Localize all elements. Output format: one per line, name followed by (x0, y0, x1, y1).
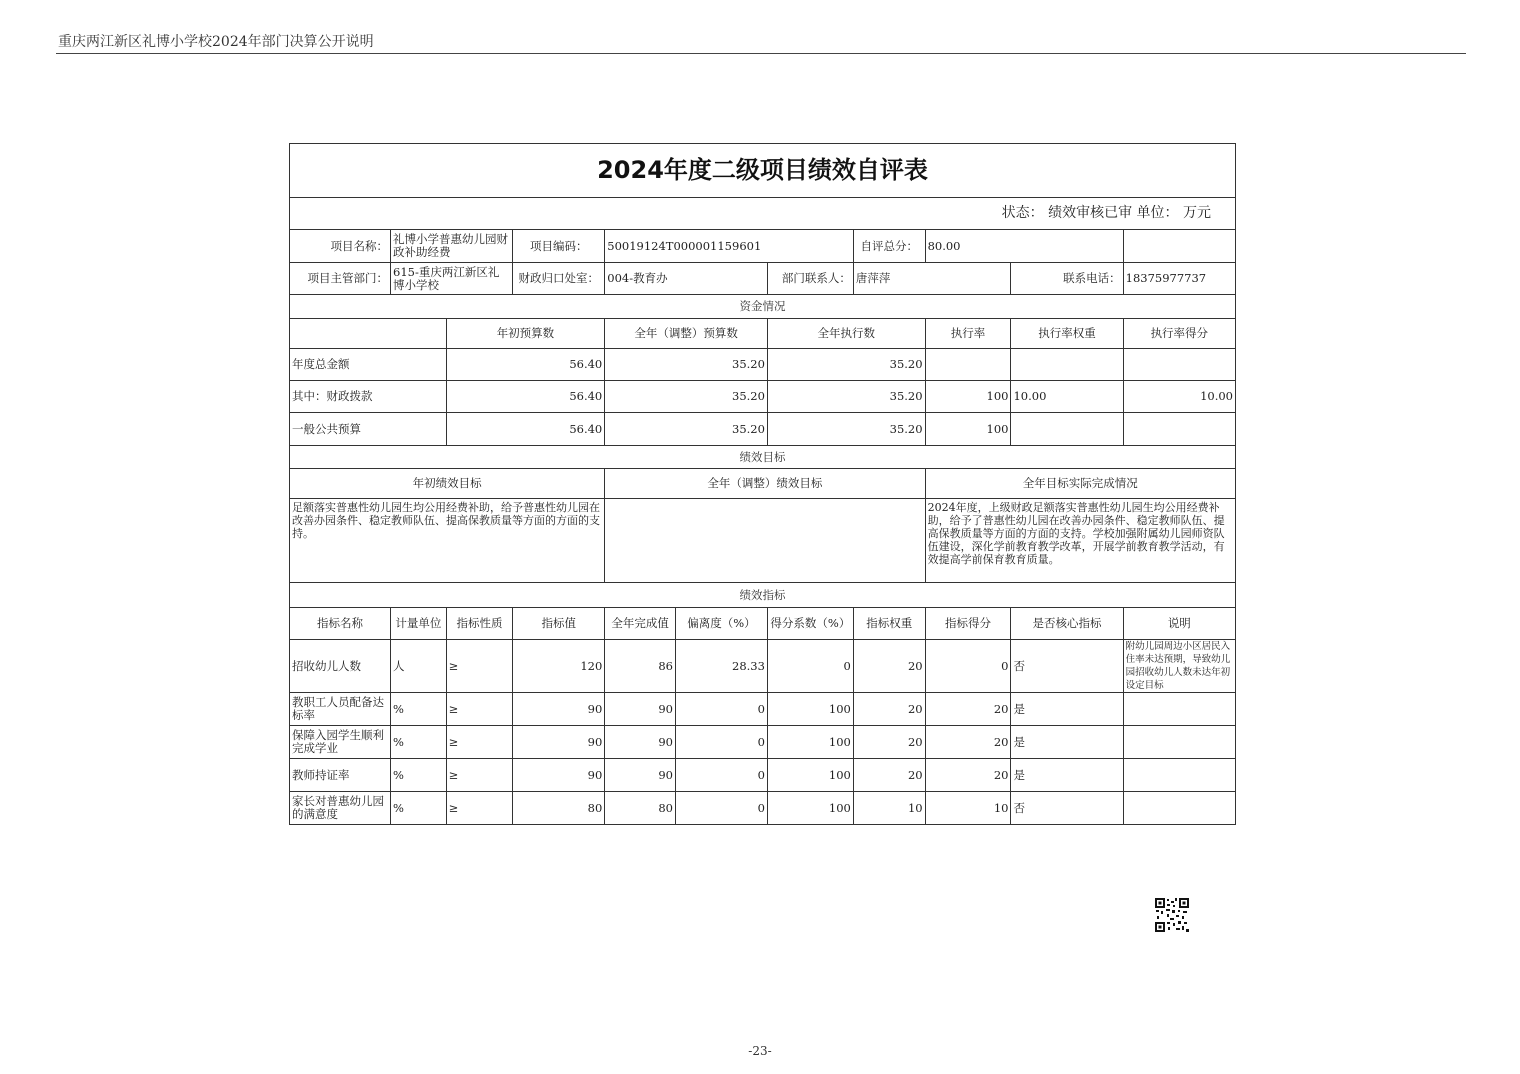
page-header: 重庆两江新区礼博小学校2024年部门决算公开说明 (58, 34, 374, 50)
phone-label: 联系电话： (1011, 263, 1123, 295)
indicator-unit: % (391, 759, 447, 792)
funds-row-label: 其中：财政拨款 (290, 381, 447, 413)
ind-header-actual: 全年完成值 (605, 608, 676, 640)
goals-header-actual: 全年目标实际完成情况 (925, 469, 1235, 499)
funds-header-initial: 年初预算数 (446, 319, 605, 349)
project-name: 礼博小学普惠幼儿园财政补助经费 (391, 230, 513, 263)
funds-row (290, 413, 1236, 446)
indicator-row (290, 759, 1236, 792)
goal-adjusted-text (605, 499, 925, 583)
contact-label: 部门联系人： (767, 263, 853, 295)
indicator-actual: 90 (605, 726, 676, 759)
indicator-coef: 100 (767, 792, 853, 825)
funds-weight (1011, 413, 1123, 446)
funds-row (290, 349, 1236, 381)
funds-rate: 100 (925, 413, 1011, 446)
indicator-coef: 100 (767, 693, 853, 726)
empty-cell (1123, 230, 1235, 263)
funds-score (1123, 349, 1235, 381)
ind-header-target: 指标值 (513, 608, 605, 640)
funds-header-score: 执行率得分 (1123, 319, 1235, 349)
indicator-nature: ≥ (446, 792, 513, 825)
funds-rate: 100 (925, 381, 1011, 413)
funds-initial: 56.40 (446, 381, 605, 413)
funds-initial: 56.40 (446, 349, 605, 381)
indicator-target: 120 (513, 640, 605, 693)
indicator-deviation: 0 (676, 693, 768, 726)
indicator-weight: 10 (853, 792, 925, 825)
indicator-row (290, 726, 1236, 759)
funds-weight: 10.00 (1011, 381, 1123, 413)
indicator-note (1123, 759, 1235, 792)
indicator-coef: 100 (767, 726, 853, 759)
ind-header-score: 指标得分 (925, 608, 1011, 640)
funds-executed: 35.20 (767, 349, 925, 381)
ind-header-unit: 计量单位 (391, 608, 447, 640)
self-score: 80.00 (925, 230, 1123, 263)
ind-header-note: 说明 (1123, 608, 1235, 640)
indicator-core: 否 (1011, 792, 1123, 825)
funds-row-label: 一般公共预算 (290, 413, 447, 446)
goal-actual-text: 2024年度，上级财政足额落实普惠性幼儿园生均公用经费补助，给予了普惠性幼儿园在改善办园条件、稳定教师队伍、提高保教质量等方面的方面的支持。学校加强附属幼儿园师资队伍建设，深化学前教育教学改革，开展学前教育教学活动，有效提高学前保育教育质量。 (925, 499, 1235, 583)
funds-adjusted: 35.20 (605, 381, 768, 413)
funds-header-blank (290, 319, 447, 349)
dept: 615-重庆两江新区礼博小学校 (391, 263, 513, 295)
indicator-core: 是 (1011, 759, 1123, 792)
project-code-label: 项目编码： (513, 230, 605, 263)
indicator-actual: 80 (605, 792, 676, 825)
indicator-weight: 20 (853, 726, 925, 759)
indicator-target: 90 (513, 759, 605, 792)
funds-rate (925, 349, 1011, 381)
funds-section-title: 资金情况 (290, 295, 1236, 319)
ind-header-core: 是否核心指标 (1011, 608, 1123, 640)
indicator-core: 否 (1011, 640, 1123, 693)
funds-header-executed: 全年执行数 (767, 319, 925, 349)
indicator-deviation: 0 (676, 792, 768, 825)
office-label: 财政归口处室： (513, 263, 605, 295)
indicator-score: 10 (925, 792, 1011, 825)
indicator-score: 20 (925, 693, 1011, 726)
indicator-actual: 86 (605, 640, 676, 693)
status-line: 状态： 绩效审核已审 单位： 万元 (290, 198, 1236, 230)
indicator-row (290, 792, 1236, 825)
funds-header-rate: 执行率 (925, 319, 1011, 349)
indicator-row (290, 693, 1236, 726)
indicators-section-title: 绩效指标 (290, 583, 1236, 608)
ind-header-name: 指标名称 (290, 608, 391, 640)
indicator-score: 0 (925, 640, 1011, 693)
indicator-name: 保障入园学生顺利完成学业 (290, 726, 391, 759)
indicator-note: 附幼儿园周边小区居民入住率未达预期，导致幼儿园招收幼儿人数未达年初设定目标 (1123, 640, 1235, 693)
funds-row-label: 年度总金额 (290, 349, 447, 381)
indicator-name: 教师持证率 (290, 759, 391, 792)
office: 004-教育办 (605, 263, 768, 295)
goals-section-title: 绩效目标 (290, 446, 1236, 469)
funds-header-weight: 执行率权重 (1011, 319, 1123, 349)
indicator-note (1123, 792, 1235, 825)
indicator-unit: % (391, 726, 447, 759)
funds-score: 10.00 (1123, 381, 1235, 413)
funds-initial: 56.40 (446, 413, 605, 446)
indicator-weight: 20 (853, 640, 925, 693)
contact: 唐萍萍 (853, 263, 1011, 295)
project-code: 50019124T000001159601 (605, 230, 854, 263)
funds-executed: 35.20 (767, 381, 925, 413)
indicator-unit: 人 (391, 640, 447, 693)
indicator-note (1123, 693, 1235, 726)
ind-header-deviation: 偏离度（%） (676, 608, 768, 640)
indicator-nature: ≥ (446, 693, 513, 726)
indicator-weight: 20 (853, 759, 925, 792)
performance-table (289, 143, 1236, 825)
indicator-unit: % (391, 693, 447, 726)
indicator-name: 家长对普惠幼儿园的满意度 (290, 792, 391, 825)
project-name-label: 项目名称： (290, 230, 391, 263)
ind-header-weight: 指标权重 (853, 608, 925, 640)
table-title: 2024年度二级项目绩效自评表 (290, 144, 1236, 198)
page-number: -23- (748, 1044, 772, 1058)
indicator-unit: % (391, 792, 447, 825)
indicator-coef: 0 (767, 640, 853, 693)
indicator-note (1123, 726, 1235, 759)
indicator-name: 招收幼儿人数 (290, 640, 391, 693)
goals-header-initial: 年初绩效目标 (290, 469, 605, 499)
funds-score (1123, 413, 1235, 446)
indicator-coef: 100 (767, 759, 853, 792)
ind-header-nature: 指标性质 (446, 608, 513, 640)
indicator-score: 20 (925, 726, 1011, 759)
funds-header-adjusted: 全年（调整）预算数 (605, 319, 768, 349)
indicator-score: 20 (925, 759, 1011, 792)
indicator-name: 教职工人员配备达标率 (290, 693, 391, 726)
phone: 18375977737 (1123, 263, 1235, 295)
funds-adjusted: 35.20 (605, 413, 768, 446)
indicator-core: 是 (1011, 693, 1123, 726)
indicator-core: 是 (1011, 726, 1123, 759)
indicator-target: 90 (513, 693, 605, 726)
self-score-label: 自评总分： (853, 230, 925, 263)
dept-label: 项目主管部门： (290, 263, 391, 295)
qr-code-icon (1154, 897, 1190, 933)
indicator-target: 90 (513, 726, 605, 759)
indicator-nature: ≥ (446, 640, 513, 693)
funds-row (290, 381, 1236, 413)
funds-weight (1011, 349, 1123, 381)
indicator-actual: 90 (605, 693, 676, 726)
funds-adjusted: 35.20 (605, 349, 768, 381)
funds-executed: 35.20 (767, 413, 925, 446)
indicator-weight: 20 (853, 693, 925, 726)
ind-header-coef: 得分系数（%） (767, 608, 853, 640)
indicator-nature: ≥ (446, 759, 513, 792)
indicator-actual: 90 (605, 759, 676, 792)
indicator-deviation: 28.33 (676, 640, 768, 693)
indicator-deviation: 0 (676, 726, 768, 759)
goal-initial-text: 足额落实普惠性幼儿园生均公用经费补助，给予普惠性幼儿园在改善办园条件、稳定教师队伍、提高保教质量等方面的方面的支持。 (290, 499, 605, 583)
goals-header-adjusted: 全年（调整）绩效目标 (605, 469, 925, 499)
indicator-nature: ≥ (446, 726, 513, 759)
indicator-row (290, 640, 1236, 693)
indicator-target: 80 (513, 792, 605, 825)
indicator-deviation: 0 (676, 759, 768, 792)
header-divider (56, 53, 1466, 54)
